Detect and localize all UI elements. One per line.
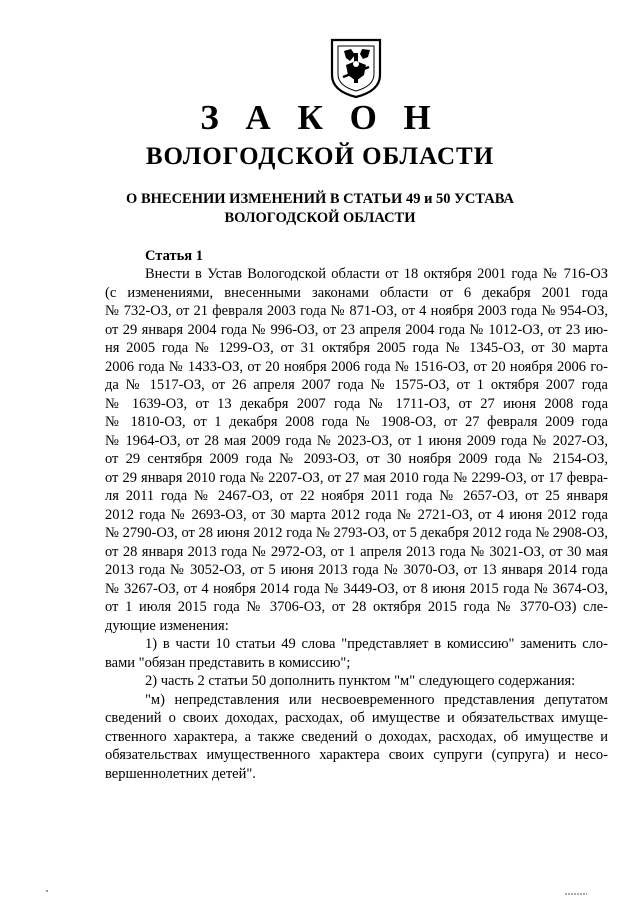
text-line: обязательствах имущественного характера своих супруги (супруга) и несо- <box>105 747 608 763</box>
text-line: № 1810-ОЗ, от 1 декабря 2008 года № 1908-ОЗ, от 27 февраля 2009 года <box>105 414 608 430</box>
text-line: от 28 января 2013 года № 2972-ОЗ, от 1 апреля 2013 года № 3021-ОЗ, от 30 мая <box>105 543 608 560</box>
text-line: № 1964-ОЗ, от 28 мая 2009 года № 2023-ОЗ, от 1 июня 2009 года № 2027-ОЗ, <box>105 432 608 449</box>
text-line: № 3267-ОЗ, от 4 ноября 2014 года № 3449-ОЗ, от 8 июня 2015 года № 3674-ОЗ, <box>105 580 608 597</box>
text-line: сведений о своих доходах, расходах, об имуществе и обязательствах имуще- <box>105 710 608 726</box>
text-line: 2013 года № 3052-ОЗ, от 5 июня 2013 года № 3070-ОЗ, от 13 января 2014 года <box>105 562 608 578</box>
text-line: от 29 января 2004 года № 996-ОЗ, от 23 апреля 2004 года № 1012-ОЗ, от 23 ию- <box>105 321 608 338</box>
text-line: от 29 сентября 2009 года № 2093-ОЗ, от 30 ноября 2009 года № 2154-ОЗ, <box>105 451 608 467</box>
text-line: (с изменениями, внесенными законами области от 6 декабря 2001 года <box>105 284 608 301</box>
scan-dot-mark <box>46 890 48 892</box>
article-heading: Статья 1 <box>145 248 203 264</box>
text-line: ля 2011 года № 2467-ОЗ, от 22 ноября 2011 года № 2657-ОЗ, от 25 января <box>105 488 608 504</box>
text-line: № 1639-ОЗ, от 13 декабря 2007 года № 1711-ОЗ, от 27 июня 2008 года <box>105 395 608 412</box>
law-subtitle <box>0 190 640 228</box>
text-line: № 732-ОЗ, от 21 февраля 2003 года № 871-ОЗ, от 4 ноября 2003 года № 954-ОЗ, <box>105 303 608 319</box>
text-line: от 29 января 2010 года № 2207-ОЗ, от 27 мая 2010 года № 2299-ОЗ, от 17 февра- <box>105 469 608 486</box>
text-line: 1) в части 10 статьи 49 слова "представляет в комиссию" заменить сло- <box>145 636 608 652</box>
text-line: ня 2005 года № 1299-ОЗ, от 31 октября 2005 года № 1345-ОЗ, от 30 марта <box>105 340 608 356</box>
text-line: да № 1517-ОЗ, от 26 апреля 2007 года № 1575-ОЗ, от 1 октября 2007 года <box>105 377 608 393</box>
text-line: ственного характера, а также сведений о доходах, расходах, об имуществе и <box>105 728 608 745</box>
subtitle-line: ВОЛОГОДСКОЙ ОБЛАСТИ <box>224 210 416 226</box>
subtitle-line: О ВНЕСЕНИИ ИЗМЕНЕНИЙ В СТАТЬИ 49 и 50 УСТАВА <box>126 191 514 207</box>
scan-corner-mark <box>565 893 587 895</box>
text-line: 2012 года № 2693-ОЗ, от 30 марта 2012 года № 2721-ОЗ, от 4 июня 2012 года <box>105 506 608 523</box>
text-line: 2006 года № 1433-ОЗ, от 20 ноября 2006 года № 1516-ОЗ, от 20 ноября 2006 го- <box>105 358 608 375</box>
coat-of-arms-emblem <box>329 37 383 99</box>
text-line: № 2790-ОЗ, от 28 июня 2012 года № 2793-ОЗ, от 5 декабря 2012 года № 2908-ОЗ, <box>105 525 608 541</box>
text-line: Внести в Устав Вологодской области от 18 октября 2001 года № 716-ОЗ <box>145 266 608 282</box>
text-line: 2) часть 2 статьи 50 дополнить пунктом "м" следующего содержания: <box>145 673 576 689</box>
text-line: "м) непредставления или несвоевременного представления депутатом <box>145 691 608 708</box>
text-line: дующие изменения: <box>105 617 229 634</box>
text-line: вами "обязан представить в комиссию"; <box>105 654 351 671</box>
text-line: вершеннолетних детей". <box>105 765 256 782</box>
region-title: ВОЛОГОДСКОЙ ОБЛАСТИ <box>145 143 495 170</box>
article-body <box>105 265 608 783</box>
text-line: от 1 июля 2015 года № 3706-ОЗ, от 28 октября 2015 года № 3770-ОЗ) сле- <box>105 599 608 615</box>
document-type-title: З А К О Н <box>200 98 440 137</box>
